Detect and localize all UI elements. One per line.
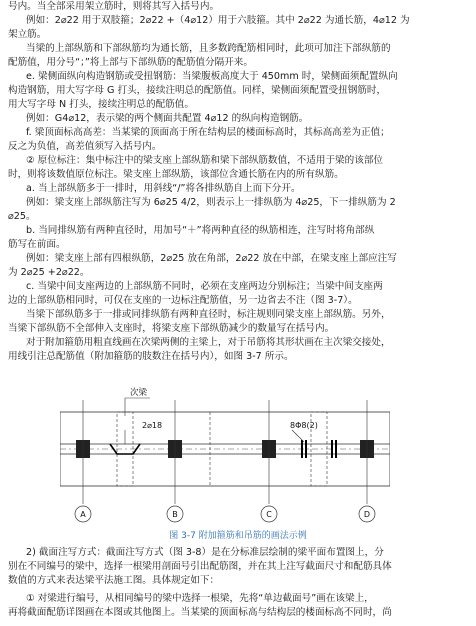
text-line: 用大写字母 N 打头，接续注明总的配筋值。 bbox=[8, 99, 194, 110]
text-line: 例如：梁支座上部有四根纵筋，2⌀25 放在角部，2⌀22 放在中部，在梁支座上部应注写 bbox=[26, 253, 397, 264]
axis-label-c: C bbox=[266, 510, 272, 519]
text-line: 为 2⌀25 +2⌀22。 bbox=[8, 267, 90, 278]
text-line: 对于附加箍筋用粗直线画在次梁两侧的主梁上，对于吊筋将其形状画在主次梁交接处， bbox=[26, 337, 391, 348]
text-line: 反之为负值，高差值须写入括号内。 bbox=[8, 141, 162, 152]
text-line: ⌀25。 bbox=[8, 211, 36, 222]
text-line: b. 当同排纵筋有两种直径时，用加号“＋”将两种直径的纵筋相连，注写时将角部纵 bbox=[26, 225, 375, 236]
text-line: 当梁下部纵筋不全部伸入支座时，将梁支座下部纵筋减少的数量写在括号内。 bbox=[8, 323, 335, 334]
text-line: 数值的方式来表达梁平法施工图。具体规定如下： bbox=[8, 575, 220, 586]
right-label-leader bbox=[292, 430, 304, 442]
text-line: 时，则将该数值原位标注。梁支座上部纵筋，该部位含通长筋在内的所有纵筋。 bbox=[8, 169, 344, 180]
right-bar-label: 8Φ8(2) bbox=[290, 421, 318, 430]
text-line: 再将截面配筋详图画在本图或其他图上。当某梁的顶面标高与结构层的楼面标高不同时，尚 bbox=[8, 607, 392, 618]
text-line: 筋写在前面。 bbox=[8, 239, 66, 250]
text-line: c. 当梁中间支座两边的上部纵筋不同时，必须在支座两边分别标注；当梁中间支座两 bbox=[26, 281, 383, 292]
text-line: 当梁的上部纵筋和下部纵筋均为通长筋，且多数跨配筋相同时，此项可加注下部纵筋的 bbox=[26, 43, 391, 54]
text-line: f. 梁顶面标高高差：当某梁的顶面高于所在结构层的楼面标高时，其标高高差为正值； bbox=[26, 127, 390, 138]
text-line: 2) 截面注写方式：截面注写方式（图 3-8）是在分标准层绘制的梁平面布置图上，分 bbox=[26, 547, 384, 558]
axis-label-a: A bbox=[80, 510, 86, 519]
text-line: 构造钢筋，用大写字母 G 打头，接续注明总的配筋值。同样，梁侧面须配置受扭钢筋时， bbox=[8, 85, 387, 96]
text-line: ① 对梁进行编号，从相同编号的梁中选择一根梁，先将“单边截面号”画在该梁上， bbox=[26, 593, 374, 604]
text-line: 例如：2⌀22 用于双肢箍；2⌀22 +（4⌀12）用于六肢箍。其中 2⌀22 为通长筋，4⌀12 为 bbox=[26, 15, 410, 26]
text-line: 当梁下部纵筋多于一排或同排纵筋有两种直径时，标注规则同梁支座上部纵筋。另外， bbox=[26, 309, 391, 320]
beam-drawing bbox=[60, 386, 390, 526]
axis-label-d: D bbox=[363, 510, 371, 519]
callout-label: 次梁 bbox=[130, 388, 148, 398]
text-line: 边的上部纵筋相同时，可仅在支座的一边标注配筋值，另一边省去不注（图 3-7）。 bbox=[8, 295, 358, 306]
text-line: 号内。当全部采用架立筋时，则将其写入括号内。 bbox=[8, 1, 220, 12]
beam-figure bbox=[60, 386, 390, 526]
text-line: e. 梁侧面纵向构造钢筋或受扭钢筋：当梁腹板高度大于 450mm 时，梁侧面须配置纵向 bbox=[26, 71, 398, 82]
figure-caption: 图 3-7 附加箍筋和吊筋的画法示例 bbox=[169, 531, 307, 541]
text-line: 例如：梁支座上部纵筋注写为 6⌀25 4/2，则表示上一排纵筋为 4⌀25，下一排纵筋为 2 bbox=[26, 197, 396, 208]
left-bar-label: 2⌀18 bbox=[142, 421, 163, 430]
text-line: 架立筋。 bbox=[8, 29, 47, 40]
axis-label-b: B bbox=[172, 510, 178, 519]
text-line: a. 当上部纵筋多于一排时，用斜线“/”将各排纵筋自上而下分开。 bbox=[26, 183, 301, 194]
text-line: 别在不同编号的梁中，选择一根梁用剖面号引出配筋图，并在其上注写截面尺寸和配筋具体 bbox=[8, 561, 392, 572]
text-line: 例如：G4⌀12，表示梁的两个侧面共配置 4⌀12 的纵向构造钢筋。 bbox=[26, 113, 309, 124]
text-line: ② 原位标注：集中标注中的梁支座上部纵筋和梁下部纵筋数值，不适用于梁的该部位 bbox=[26, 155, 384, 166]
text-line: 配筋值，用分号“；”将上部与下部纵筋的配筋值分隔开来。 bbox=[8, 57, 253, 68]
text-line: 用线引注总配筋值（附加箍筋的肢数注在括号内），如图 3-7 所示。 bbox=[8, 351, 294, 362]
